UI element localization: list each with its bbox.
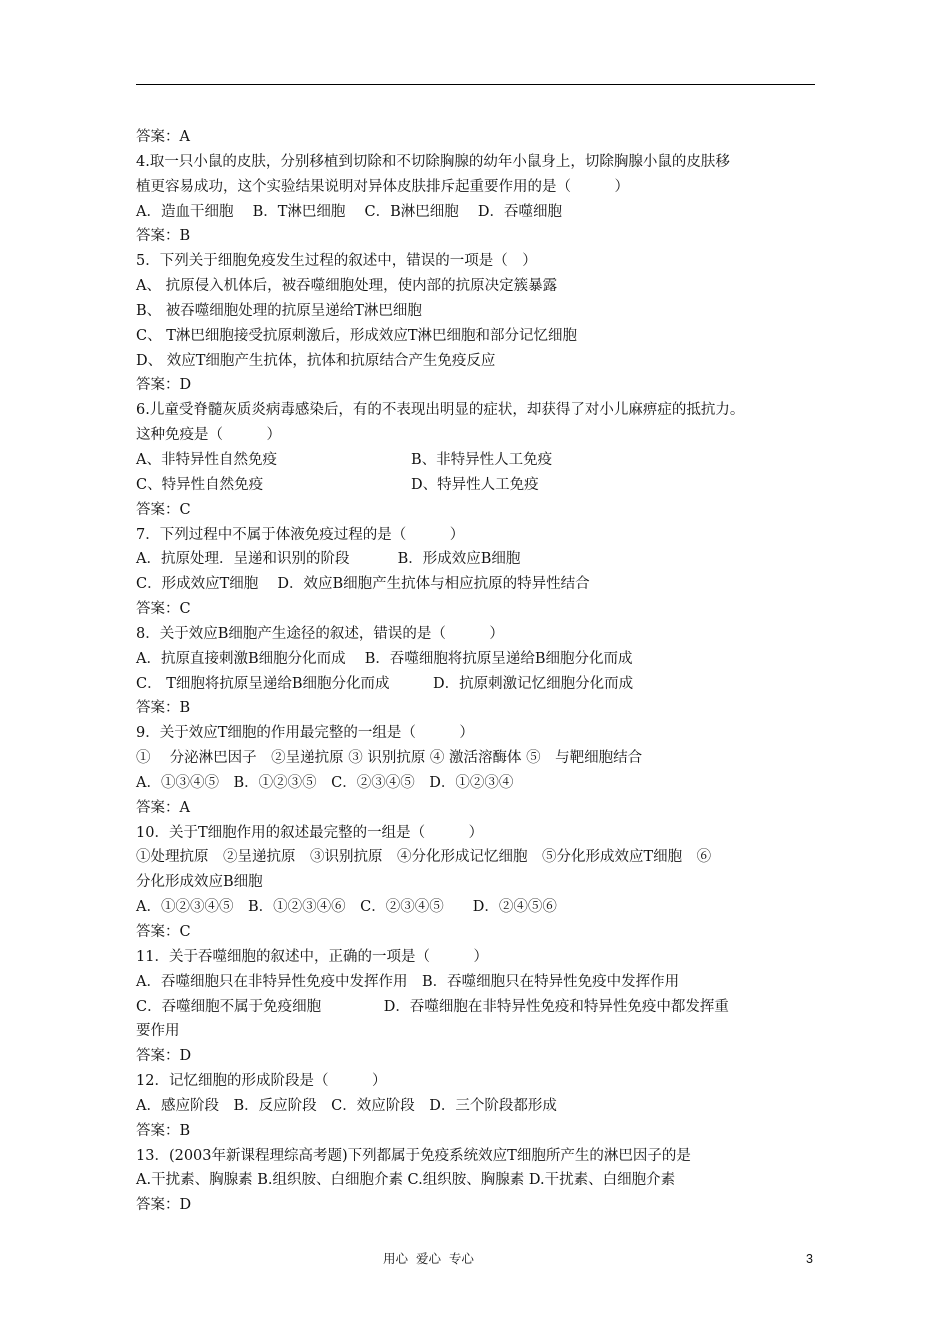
text-line: 9．关于效应T细胞的作用最完整的一组是（ ）: [136, 725, 474, 742]
text-line: 答案：D: [136, 1048, 192, 1065]
q6-options-row: [136, 473, 826, 498]
header-rule: [136, 84, 815, 85]
text-line: B、 被吞噬细胞处理的抗原呈递给T淋巴细胞: [136, 302, 422, 319]
page-footer: [0, 1249, 950, 1269]
text-line: C． T细胞将抗原呈递给B细胞分化而成 D．抗原刺激记忆细胞分化而成: [136, 675, 634, 692]
text-line: 8．关于效应B细胞产生途径的叙述，错误的是（ ）: [136, 625, 504, 642]
q6-option: D、特异性人工免疫: [411, 476, 539, 493]
q6-option: B、非特异性人工免疫: [411, 451, 553, 468]
text-line: 要作用: [136, 1023, 180, 1040]
text-line: 13．(2003年新课程理综高考题)下列都属于免疫系统效应T细胞所产生的淋巴因子的是: [136, 1147, 691, 1164]
q6-options-row: [136, 448, 826, 473]
text-line: 答案：A: [136, 799, 190, 816]
footer-motto: 用心 爱心 专心: [383, 1251, 474, 1266]
text-line: ①处理抗原 ②呈递抗原 ③识别抗原 ④分化形成记忆细胞 ⑤分化形成效应T细胞 ⑥: [136, 849, 712, 866]
text-line: A.干扰素、胸腺素 B.组织胺、白细胞介素 C.组织胺、胸腺素 D.干扰素、白细胞介素: [136, 1172, 676, 1189]
text-line: 7．下列过程中不属于体液免疫过程的是（ ）: [136, 526, 465, 543]
text-line: 答案：A: [136, 129, 190, 145]
text-line: 答案：D: [136, 377, 192, 394]
text-line: D、 效应T细胞产生抗体，抗体和抗原结合产生免疫反应: [136, 352, 496, 369]
text-line: C、 T淋巴细胞接受抗原刺激后，形成效应T淋巴细胞和部分记忆细胞: [136, 327, 578, 344]
text-line: 植更容易成功，这个实验结果说明对异体皮肤排斥起重要作用的是（ ）: [136, 178, 629, 195]
text-line: 答案：B: [136, 700, 191, 717]
text-line: A．吞噬细胞只在非特异性免疫中发挥作用 B．吞噬细胞只在特异性免疫中发挥作用: [136, 973, 680, 990]
text-line: 答案：C: [136, 601, 191, 618]
text-line: 4.取一只小鼠的皮肤，分别移植到切除和不切除胸腺的幼年小鼠身上，切除胸腺小鼠的皮肤移: [136, 153, 730, 170]
text-line: 答案：C: [136, 924, 191, 940]
text-line: ① 分泌淋巴因子 ②呈递抗原 ③ 识别抗原 ④ 激活溶酶体 ⑤ 与靶细胞结合: [136, 750, 643, 767]
text-line: 答案：B: [136, 228, 191, 245]
text-line: 答案：C: [136, 501, 191, 518]
document-body: [136, 125, 826, 1218]
text-line: A．造血干细胞 B．T淋巴细胞 C．B淋巴细胞 D．吞噬细胞: [136, 203, 562, 220]
q6-option: A、非特异性自然免疫: [136, 451, 277, 468]
text-line: 6.儿童受脊髓灰质炎病毒感染后，有的不表现出明显的症状，却获得了对小儿麻痹症的抵抗力。: [136, 402, 745, 419]
text-line: 11．关于吞噬细胞的叙述中，正确的一项是（ ）: [136, 948, 488, 965]
text-line: A．抗原处理．呈递和识别的阶段 B．形成效应B细胞: [136, 551, 521, 568]
text-line: A、 抗原侵入机体后，被吞噬细胞处理，使内部的抗原决定簇暴露: [136, 278, 558, 295]
text-line: C．吞噬细胞不属于免疫细胞 D．吞噬细胞在非特异性免疫和特异性免疫中都发挥重: [136, 998, 729, 1015]
text-line: C．形成效应T细胞 D．效应B细胞产生抗体与相应抗原的特异性结合: [136, 576, 590, 593]
text-line: 答案：B: [136, 1122, 191, 1139]
text-line: 5．下列关于细胞免疫发生过程的叙述中，错误的一项是（ ）: [136, 253, 537, 270]
text-line: 这种免疫是（ ）: [136, 427, 281, 444]
page-number: 3: [806, 1252, 813, 1266]
q6-option: C、特异性自然免疫: [136, 476, 264, 493]
text-line: A．抗原直接刺激B细胞分化而成 B．吞噬细胞将抗原呈递给B细胞分化而成: [136, 650, 633, 667]
text-line: A．①②③④⑤ B．①②③④⑥ C．②③④⑤ D．②④⑤⑥: [136, 899, 557, 916]
text-line: A．感应阶段 B．反应阶段 C．效应阶段 D．三个阶段都形成: [136, 1097, 557, 1114]
text-line: 10．关于T细胞作用的叙述最完整的一组是（ ）: [136, 824, 484, 841]
text-line: A．①③④⑤ B．①②③⑤ C．②③④⑤ D．①②③④: [136, 774, 514, 791]
text-line: 分化形成效应B细胞: [136, 874, 263, 891]
text-line: 答案：D: [136, 1197, 192, 1214]
text-line: 12．记忆细胞的形成阶段是（ ）: [136, 1073, 387, 1090]
